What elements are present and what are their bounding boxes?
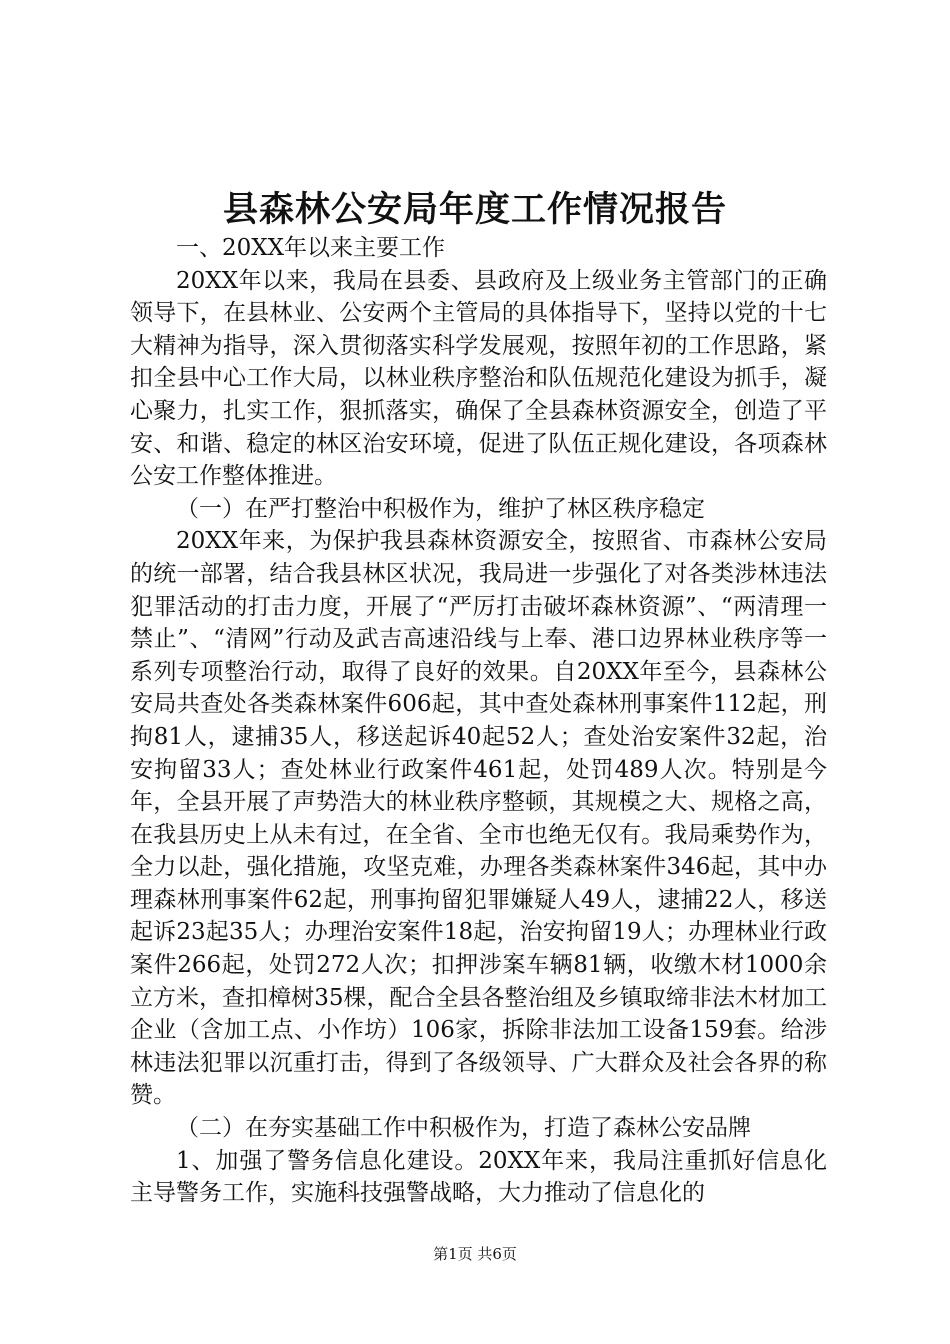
document-title: 县森林公安局年度工作情况报告 — [222, 189, 727, 230]
paragraph-informatization: 1、加强了警务信息化建设。20XX年来，我局注重抓好信息化主导警务工作，实施科技强警战略，大力推动了信息化的 — [130, 1147, 827, 1207]
paragraph-overview: 20XX年以来，我局在县委、县政府及上级业务主管部门的正确领导下，在县林业、公安两个主管局的具体指导下，坚持以党的十七大精神为指导，深入贯彻落实科学发展观，按照年初的工作思路，紧扣全县中心工作大局，以林业秩序整治和队伍规范化建设为抓手，凝心聚力，扎实工作，狠抓落实，确保了全县森林资源安全，创造了平安、和谐、稳定的林区治安环境，促进了队伍正规化建设，各项森林公安工作整体推进。 — [130, 267, 827, 490]
subsection-heading-foundation: （二）在夯实基础工作中积极作为，打造了森林公安品牌 — [176, 1115, 751, 1142]
section-heading-main-work: 一、20XX年以来主要工作 — [176, 235, 446, 261]
document-body — [130, 232, 827, 1210]
page-footer: 第1页 共6页 — [433, 1245, 517, 1263]
paragraph-crackdown-details: 20XX年来，为保护我县森林资源安全，按照省、市森林公安局的统一部署，结合我县林区状况，我局进一步强化了对各类涉林违法犯罪活动的打击力度，开展了“严厉打击破坏森林资源”、“两清理一禁止”、“清网”行动及武吉高速沿线与上奉、港口边界林业秩序等一系列专项整治行动，取得了良好的效果。自20XX年至今，县森林公安局共查处各类森林案件606起，其中查处森林刑事案件112起，刑拘81人，逮捕35人，移送起诉40起52人；查处治安案件32起，治安拘留33人；查处林业行政案件461起，处罚489人次。特别是今年，全县开展了声势浩大的林业秩序整顿，其规模之大、规格之高，在我县历史上从未有过，在全省、全市也绝无仅有。我局乘势作为，全力以赴，强化措施，攻坚克难，办理各类森林案件346起，其中办理森林刑事案件62起，刑事拘留犯罪嫌疑人49人，逮捕22人，移送起诉23起35人；办理治安案件18起，治安拘留19人；办理林业行政案件266起，处罚272人次；扣押涉案车辆81辆，收缴木材1000余立方米，查扣樟树35棵，配合全县各整治组及乡镇取缔非法木材加工企业（含加工点、小作坊）106家，拆除非法加工设备159套。给涉林违法犯罪以沉重打击，得到了各级领导、广大群众及社会各界的称赞。 — [130, 528, 827, 1109]
subsection-heading-crackdown: （一）在严打整治中积极作为，维护了林区秩序稳定 — [176, 495, 705, 522]
